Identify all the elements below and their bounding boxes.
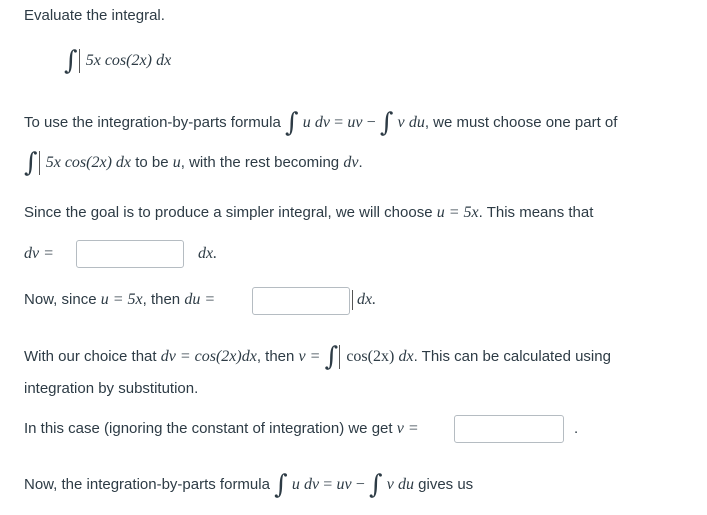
v-row: With our choice that dv = cos(2x)dx, then v = ∫ cos(2x) dx. This can be calculated using xyxy=(24,342,611,372)
v-answer-after: . xyxy=(574,420,579,437)
ibp-intro: To use the integration-by-parts formula ∫ u dv = uv − ∫ v du, we must choose one part of xyxy=(24,108,618,138)
v-answer-row: In this case (ignoring the constant of integration) we get v = xyxy=(24,420,419,437)
integral-sign: ∫ xyxy=(379,108,394,138)
dv-answer-input[interactable] xyxy=(76,240,184,268)
integral-expression xyxy=(64,48,171,74)
integral-sign: ∫ xyxy=(274,470,288,500)
prompt-text: Evaluate the integral. xyxy=(24,7,165,24)
choice-paragraph: Since the goal is to produce a simpler integral, we will choose u = 5x. This means that xyxy=(24,204,594,221)
integral-sign: ∫ xyxy=(24,148,38,178)
integral-sign: ∫ xyxy=(284,108,299,138)
dv-after: dx. xyxy=(198,245,218,262)
du-answer-input[interactable] xyxy=(252,287,350,315)
v-row-line2: integration by substitution. xyxy=(24,380,199,397)
dv-label: dv = xyxy=(24,245,54,262)
u-choice: u = 5x xyxy=(436,204,479,221)
final-row: Now, the integration-by-parts formula ∫ u dv = uv − ∫ v du gives us xyxy=(24,470,474,500)
integral-sign: ∫ xyxy=(324,342,339,372)
integral-sign: ∫ xyxy=(368,470,383,500)
integrand: 5x cos(2x) xyxy=(85,51,152,69)
du-after: dx. xyxy=(352,290,376,310)
ibp-intro-line2: ∫ 5x cos(2x) dx to be u, with the rest becoming dv. xyxy=(24,148,363,178)
du-row: Now, since u = 5x, then du = xyxy=(24,291,216,308)
integral-sign: ∫ xyxy=(64,46,78,76)
v-answer-input[interactable] xyxy=(454,415,564,443)
differential: dx xyxy=(156,51,172,69)
